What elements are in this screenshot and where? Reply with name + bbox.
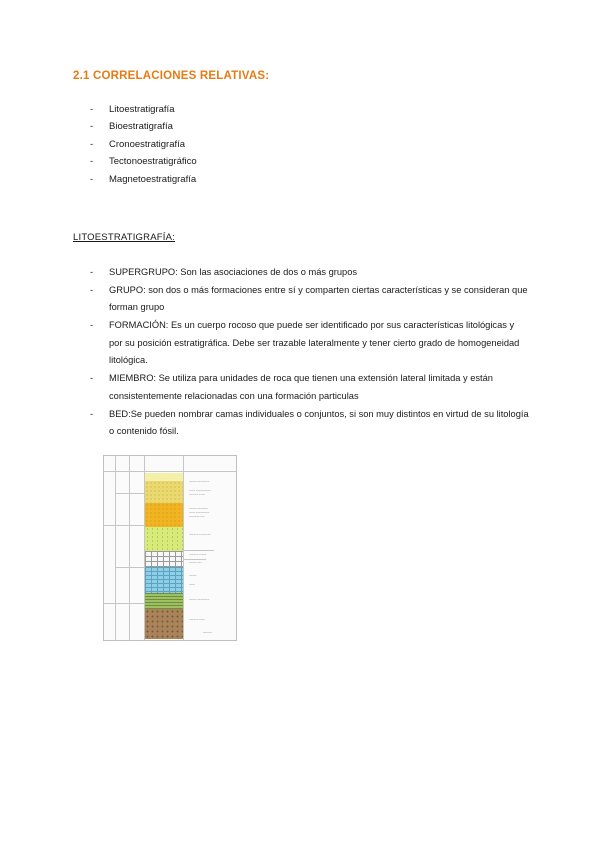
- definition-item: [90, 370, 530, 405]
- bullet-dash: -: [90, 138, 94, 150]
- layer-silt: [145, 481, 183, 503]
- layer-limestone-blue: [145, 567, 183, 593]
- litoestratigrafia-heading: LITOESTRATIGRAFÍA:: [73, 232, 175, 243]
- layer-sandstone: [145, 473, 183, 481]
- layer-marl-green: [145, 527, 183, 551]
- list-item: [90, 120, 197, 137]
- bullet-dash: -: [90, 156, 94, 168]
- bullet-dash: -: [90, 373, 94, 384]
- list-item: [90, 138, 197, 155]
- layer-grid: [145, 551, 183, 567]
- definition-text: FORMACIÓN: Es un cuerpo rocoso que puede ser identificado por sus características litológicas y por su posición estratigráfica. Debe ser trazable lateralmente y tener cierto grado de homogeneidad litológica.: [109, 320, 520, 366]
- definition-text: BED:Se pueden nombrar camas individuales o conjuntos, si son muy distintos en virtud de su litología o contenido fósil.: [109, 408, 529, 437]
- list-item-label: Tectonoestratigráfico: [109, 156, 197, 168]
- layer-shale-green: [145, 593, 183, 609]
- list-item: [90, 173, 197, 190]
- bullet-dash: -: [90, 408, 94, 419]
- list-item-label: Litoestratigrafía: [109, 104, 175, 115]
- list-item-label: Magnetoestratigrafía: [109, 173, 197, 185]
- definition-text: SUPERGRUPO: Son las asociaciones de dos o más grupos: [109, 267, 358, 277]
- definition-item: [90, 406, 530, 441]
- layer-limestone-orange: [145, 503, 183, 527]
- definition-item: [90, 264, 530, 281]
- stratigraphy-types-list: [90, 103, 197, 190]
- bullet-dash: -: [90, 320, 94, 331]
- stratigraphic-column-figure: ~~~~~ ~~~~~~~~ ~~~~ ~~~~~~~~~~ ~~~~~~ ~~~~ ~~~~~ ~~~~~~~ ~~~~ ~~~~~~~~~ ~~~~~~~ ~~~ ~~~~~~ ~~~~~~~~ ~~~~~~ ~~~~~ ~~~~~ ~~~ ~~~~~ ~~~~ ~~~~~ ~~~~~~~~ ~~~~~~ ~~~~ ~~~~~~: [103, 455, 237, 641]
- bullet-dash: -: [90, 104, 94, 115]
- definition-text: GRUPO: son dos o más formaciones entre sí y comparten ciertas características y se consideran que forman grupo: [109, 285, 528, 313]
- list-item-label: Cronoestratigrafía: [109, 138, 186, 150]
- definition-item: [90, 282, 530, 317]
- litoestratigrafia-definitions: [90, 264, 530, 441]
- definition-text: MIEMBRO: Se utiliza para unidades de roca que tienen una extensión lateral limitada y están consistentemente relacionadas con una formación particulas: [109, 373, 493, 401]
- list-item: [90, 155, 197, 172]
- bullet-dash: -: [90, 267, 94, 277]
- list-item: [90, 103, 197, 120]
- section-title: 2.1 CORRELACIONES RELATIVAS:: [73, 70, 270, 82]
- bullet-dash: -: [90, 285, 94, 295]
- definition-item: [90, 317, 530, 369]
- bullet-dash: -: [90, 121, 94, 133]
- bullet-dash: -: [90, 173, 94, 185]
- layer-conglomerate-brown: [145, 609, 183, 639]
- list-item-label: Bioestratigrafía: [109, 121, 173, 133]
